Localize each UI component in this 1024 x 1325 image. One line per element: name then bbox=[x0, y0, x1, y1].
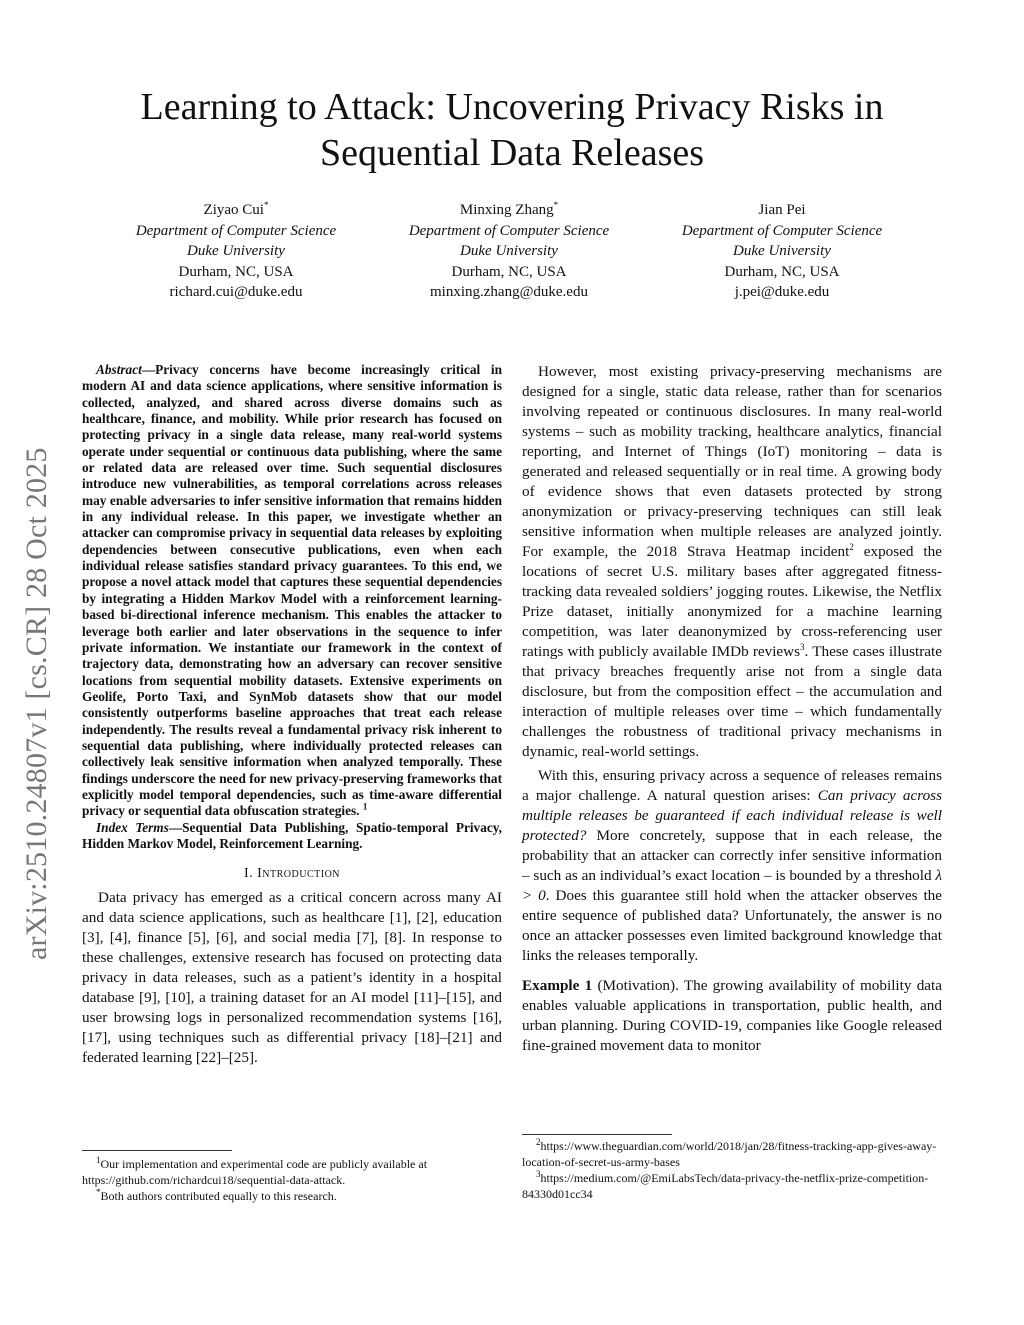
example-1 bbox=[522, 976, 942, 1056]
example-label: Example 1 bbox=[522, 977, 593, 994]
abstract-label: Abstract bbox=[96, 362, 142, 377]
footnote-mark: 2 bbox=[536, 1137, 541, 1147]
author-location: Durham, NC, USA bbox=[724, 263, 840, 280]
footnote-ref: 1 bbox=[362, 801, 368, 812]
example-text: The growing availability of mobility data enables valuable applications in transportation, public health, and urban planning. During COVID-19, companies like Google released fine-grained movement data to monitor bbox=[522, 977, 942, 1054]
text-run: More concretely, suppose that in each release, the probability that an attacker can correctly infer sensitive information – such as an individual’s exact location – is bounded by a threshold bbox=[522, 827, 942, 884]
author-2 bbox=[369, 200, 649, 303]
author-university: Duke University bbox=[733, 243, 831, 260]
footnotes-right bbox=[522, 1138, 942, 1202]
footnote bbox=[522, 1170, 942, 1202]
text-run: However, most existing privacy-preserving mechanisms are designed for a single, static data release, rather than for scenarios involving repeated or continuous disclosures. In many real-world systems – such as mobility tracking, healthcare analytics, financial reporting, and Internet of Things (IoT) monitoring – data is generated and released sequentially or in real time. A growing body of evidence shows that even datasets protected by strong anonymization or privacy-preserving techniques can still leak sensitive information when multiple releases are analyzed jointly. For example, the 2018 Strava Heatmap incident bbox=[522, 363, 942, 560]
text-run: exposed the locations of secret U.S. military bases after aggregated fitness-tracking data revealed soldiers’ jogging routes. Likewise, the Netflix Prize dataset, initially anonymized for a machine learning competition, was later deanonymized by cross-referencing user ratings with publicly available IMDb reviews bbox=[522, 543, 942, 660]
footnote-text: https://medium.com/@EmiLabsTech/data-privacy-the-netflix-prize-competition-84330d01cc34 bbox=[522, 1171, 929, 1201]
author-name: Ziyao Cui bbox=[203, 202, 264, 218]
author-department: Department of Computer Science bbox=[681, 222, 883, 239]
author-mark: * bbox=[553, 200, 559, 210]
footnote-text: https://www.theguardian.com/world/2018/jan/28/fitness-tracking-app-gives-away-location-of-secret-us-army-bases bbox=[522, 1139, 937, 1169]
author-location: Durham, NC, USA bbox=[178, 263, 294, 280]
author-name: Minxing Zhang bbox=[459, 202, 554, 218]
paper-title: Learning to Attack: Uncovering Privacy Risks in Sequential Data Releases bbox=[140, 86, 884, 174]
left-column bbox=[82, 362, 502, 1068]
footnote-rule bbox=[522, 1134, 672, 1135]
arxiv-identifier: arXiv:2510.24807v1 [cs.CR] 28 Oct 2025 bbox=[20, 447, 53, 960]
abstract bbox=[82, 362, 502, 820]
text-run: With this, ensuring privacy across a sequence of releases remains a major challenge. A natural question arises: bbox=[522, 767, 942, 804]
math-inline: λ > 0 bbox=[522, 867, 942, 904]
author-university: Duke University bbox=[187, 243, 285, 260]
text-run: . These cases illustrate that privacy breaches frequently arise not from a single data disclosure, but from the composition effect – the accumulation and interaction of multiple releases over time – which fundamentally challenges the robustness of traditional privacy mechanisms in dynamic, real-world settings. bbox=[522, 643, 942, 760]
footnote bbox=[522, 1138, 942, 1170]
footnote-mark: 1 bbox=[96, 1155, 101, 1165]
author-email: j.pei@duke.edu bbox=[734, 284, 830, 301]
author-department: Department of Computer Science bbox=[408, 222, 610, 239]
footnote bbox=[82, 1188, 502, 1204]
section-number: I. bbox=[243, 866, 254, 882]
right-column bbox=[522, 362, 942, 1056]
footnote-text: Both authors contributed equally to this research. bbox=[100, 1189, 337, 1203]
paragraph bbox=[522, 362, 942, 762]
footnote-text: Our implementation and experimental code are publicly available at https://github.com/richardcui18/sequential-data-attack. bbox=[82, 1157, 428, 1187]
index-terms-text: —Sequential Data Publishing, Spatio-temporal Privacy, Hidden Markov Model, Reinforcement Learning. bbox=[82, 819, 502, 851]
author-email: richard.cui@duke.edu bbox=[169, 284, 303, 301]
author-department: Department of Computer Science bbox=[135, 222, 337, 239]
author-mark: * bbox=[263, 200, 269, 210]
footnote-mark: 3 bbox=[536, 1169, 541, 1179]
paragraph bbox=[522, 766, 942, 966]
author-3 bbox=[642, 200, 922, 303]
author-location: Durham, NC, USA bbox=[451, 263, 567, 280]
intro-paragraph: Data privacy has emerged as a critical concern across many AI and data science applications, such as healthcare [1], [2], education [3], [4], finance [5], [6], and social media [7], [8]. In response to these challenges, extensive research has focused on protecting data privacy in data releases, such as a patient’s identity in a hospital database [9], [10], a training dataset for an AI model [11]–[15], and user browsing logs in personalized recommendation systems [16], [17], using techniques such as differential privacy [18]–[21] and federated learning [22]–[25]. bbox=[82, 889, 502, 1067]
author-name: Jian Pei bbox=[758, 202, 806, 218]
index-terms bbox=[82, 820, 502, 853]
footnote-rule bbox=[82, 1150, 232, 1151]
index-terms-label: Index Terms bbox=[96, 819, 169, 835]
author-1 bbox=[96, 200, 376, 303]
footnote-ref: 2 bbox=[849, 541, 854, 552]
section-title: Introduction bbox=[257, 866, 341, 882]
footnote-ref: 3 bbox=[800, 641, 805, 652]
author-email: minxing.zhang@duke.edu bbox=[430, 284, 588, 301]
abstract-text: —Privacy concerns have become increasingly critical in modern AI and data science applications, where sensitive information is collected, analyzed, and shared across diverse domains such as healthcare, finance, and mobility. While prior research has focused on protecting privacy in a single data release, many real-world systems operate under sequential or continuous data publishing, where the same or related data are released over time. Such sequential disclosures introduce new vulnerabilities, as temporal correlations across releases may enable adversaries to infer sensitive information that remains hidden in any individual release. In this paper, we investigate whether an attacker can compromise privacy in sequential data releases by exploiting dependencies between consecutive publications, even when each individual release satisfies standard privacy guarantees. To this end, we propose a novel attack model that captures these sequential dependencies by integrating a Hidden Markov Model with a reinforcement learning-based bi-directional inference mechanism. This enables the attacker to leverage both earlier and later observations in the sequence to infer private information. We instantiate our framework in the context of trajectory data, demonstrating how an adversary can recover sensitive locations from sequential mobility datasets. Extensive experiments on Geolife, Porto Taxi, and SynMob datasets show that our model consistently outperforms baseline approaches that treat each release independently. The results reveal a fundamental privacy risk inherent to sequential data publishing, where individually protected releases can collectively leak sensitive information when analyzed temporally. These findings underscore the need for new privacy-preserving frameworks that explicitly model temporal dependencies, such as time-aware differential privacy or sequential data obfuscation strategies. bbox=[82, 362, 502, 819]
author-university: Duke University bbox=[460, 243, 558, 260]
text-run: . Does this guarantee still hold when the attacker observes the entire sequence of published data? Unfortunately, the answer is no once an attacker possesses even limited background knowledge that links the releases temporally. bbox=[522, 887, 943, 964]
research-question: Can privacy across multiple releases be guaranteed if each individual release is well protected? bbox=[522, 787, 942, 844]
footnote-mark: * bbox=[96, 1187, 101, 1197]
footnotes-left bbox=[82, 1156, 502, 1204]
footnote bbox=[82, 1156, 502, 1188]
section-heading bbox=[82, 866, 502, 882]
example-caption: (Motivation). bbox=[592, 977, 679, 994]
arxiv-sidebar bbox=[20, 447, 60, 1000]
